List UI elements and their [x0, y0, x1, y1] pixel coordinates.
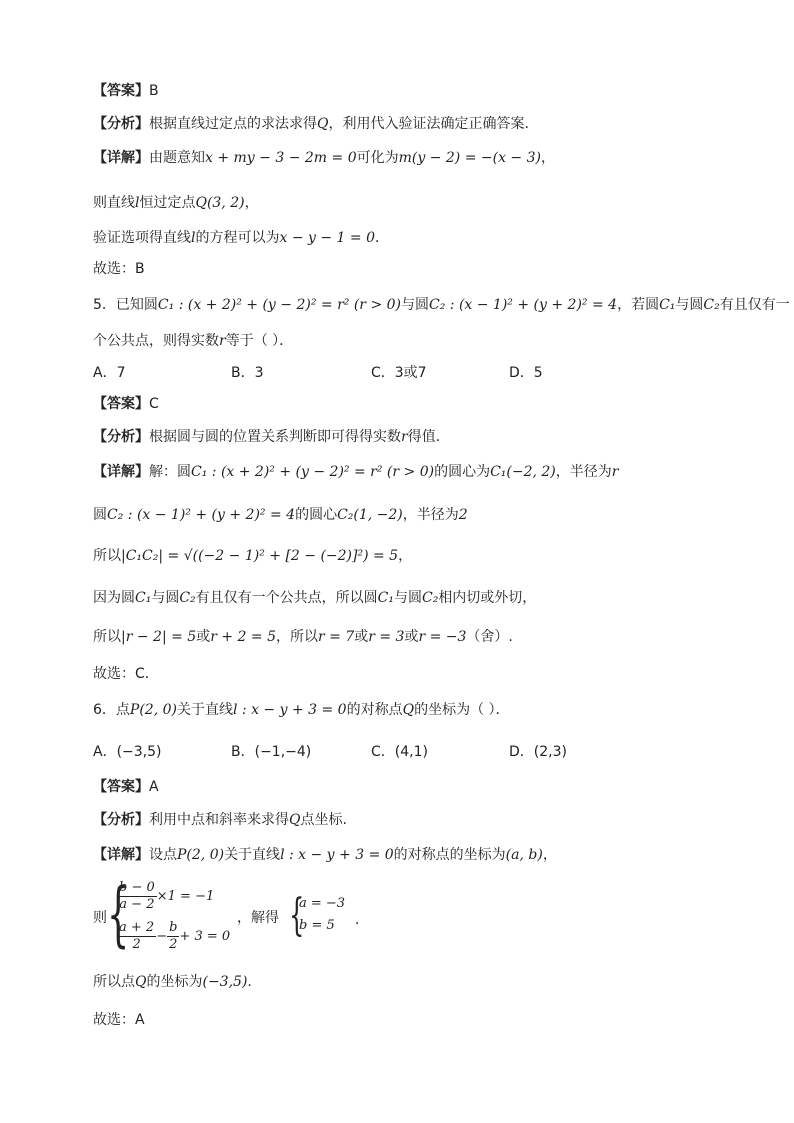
- denominator: a − 2: [119, 897, 155, 912]
- text: 的方程可以为: [195, 230, 280, 246]
- text: 解：圆: [149, 464, 191, 480]
- math: x − y − 1 = 0: [279, 230, 375, 246]
- text: 设点: [149, 847, 177, 863]
- text: 验证选项得直线: [93, 230, 191, 246]
- text: 恒过定点: [139, 195, 196, 211]
- answer-tag: 【答案】: [93, 396, 149, 412]
- q4-answer-line: [93, 81, 159, 101]
- q5-option-b: B．3: [231, 365, 264, 381]
- text: 或: [196, 629, 211, 645]
- text: 5．已知圆: [93, 297, 158, 313]
- math: Q: [317, 116, 329, 132]
- math: C₂: [703, 297, 720, 313]
- text: ，半径为: [555, 464, 612, 480]
- q5-detail-line4: [93, 588, 536, 608]
- text: 的坐标为: [146, 974, 203, 990]
- text: 所以点: [93, 974, 135, 990]
- math: C₂: [179, 590, 196, 606]
- answer-value: A: [149, 779, 159, 795]
- system-row-1: [117, 880, 214, 913]
- text: 关于直线: [224, 847, 281, 863]
- q5-option-d: D．5: [509, 365, 543, 381]
- then-label: 则: [93, 910, 107, 926]
- text: 所以: [93, 629, 121, 645]
- text: 或: [354, 629, 369, 645]
- math: r: [611, 464, 619, 480]
- text: ，: [244, 195, 259, 211]
- q5-detail-line2: [93, 505, 468, 525]
- text: 有且仅有一: [719, 297, 790, 313]
- math: l : x − y + 3 = 0: [280, 847, 394, 863]
- end-mark: ．: [355, 912, 369, 928]
- q6-conclusion: 故选：A: [93, 1012, 145, 1028]
- analysis-tag: 【分析】: [93, 429, 149, 445]
- math: + 3 = 0: [179, 929, 231, 944]
- q5-detail-line5: [93, 627, 513, 647]
- q6-option-d: D．(2,3): [509, 744, 567, 760]
- math: r = 3: [368, 629, 405, 645]
- text: ，: [542, 847, 557, 863]
- text: 与圆: [393, 590, 422, 606]
- q6-detail-line1: [93, 845, 557, 865]
- left-brace-icon: {: [107, 873, 130, 955]
- math: Q: [135, 974, 147, 990]
- q6-option-b: B．(−1,−4): [231, 744, 312, 760]
- q6-stem: [93, 700, 510, 720]
- detail-tag: 【详解】: [93, 150, 149, 166]
- math: C₁: [135, 590, 152, 606]
- numerator: a + 2: [119, 920, 155, 935]
- math: Q(3, 2): [195, 195, 245, 211]
- text: .: [247, 974, 252, 990]
- q4-detail-line: [93, 148, 555, 168]
- math: m(y − 2) = −(x − 3): [398, 150, 541, 166]
- q5-option-a: A．7: [93, 365, 126, 381]
- math: C₁ : (x + 2)² + (y − 2)² = r² (r > 0): [191, 464, 435, 480]
- text: 等于（ ）．: [225, 333, 294, 349]
- text: 与圆: [675, 297, 704, 313]
- answer-value: C: [149, 396, 159, 412]
- text: 与圆: [151, 590, 180, 606]
- text: 的对称点: [346, 702, 403, 718]
- q5-analysis-line: [93, 427, 440, 447]
- text: 的坐标为（ ）．: [414, 702, 510, 718]
- fraction: [167, 920, 179, 953]
- math: 2: [458, 507, 468, 523]
- q5-conclusion: 故选：C．: [93, 666, 159, 682]
- text: 得值.: [407, 429, 441, 445]
- math: C₁(−2, 2): [490, 464, 556, 480]
- math: C₁: [377, 590, 394, 606]
- detail-tag: 【详解】: [93, 847, 149, 863]
- text: ，所以: [275, 629, 318, 645]
- math: (−3,5): [202, 974, 248, 990]
- system-row-2: [117, 920, 230, 953]
- text: ，利用代入验证法确定正确答案.: [328, 116, 529, 132]
- numerator: b: [169, 920, 178, 935]
- q5-answer-line: [93, 394, 159, 414]
- math: r = 7: [317, 629, 355, 645]
- math: C₂(1, −2): [337, 507, 403, 523]
- math: r: [401, 429, 408, 445]
- math: C₂: [421, 590, 439, 606]
- text: 与圆: [401, 297, 429, 313]
- math: x + my − 3 − 2m = 0: [205, 150, 357, 166]
- solution-b: b = 5: [299, 918, 335, 933]
- detail-tag: 【详解】: [93, 464, 149, 480]
- math: |C₁C₂| = √((−2 − 1)² + [2 − (−2)]²) = 5: [121, 548, 399, 564]
- text: ，: [398, 548, 413, 564]
- q6-equation-system: [93, 873, 493, 958]
- q6-answer-line: [93, 777, 159, 797]
- text: 所以: [93, 548, 121, 564]
- math: C₁ : (x + 2)² + (y − 2)² = r² (r > 0): [157, 297, 401, 313]
- text: 根据圆与圆的位置关系判断即可得得实数: [149, 429, 401, 445]
- q5-detail-line3: [93, 546, 412, 566]
- numerator: b − 0: [119, 880, 155, 895]
- math: −: [156, 929, 168, 944]
- q4-analysis-line: [93, 114, 529, 134]
- denominator: 2: [169, 937, 178, 952]
- text: 6．点: [93, 702, 130, 718]
- math: C₂ : (x − 1)² + (y + 2)² = 4: [429, 297, 618, 313]
- text: ．: [375, 230, 389, 246]
- math: C₂ : (x − 1)² + (y + 2)² = 4: [107, 507, 296, 523]
- q4-line2: [93, 193, 259, 213]
- math: Q: [289, 812, 301, 828]
- answer-value: B: [149, 83, 159, 99]
- math: l : x − y + 3 = 0: [232, 702, 347, 718]
- q5-stem-line1: [93, 295, 790, 315]
- analysis-tag: 【分析】: [93, 116, 149, 132]
- math: P(2, 0): [129, 702, 177, 718]
- q6-option-c: C．(4,1): [371, 744, 428, 760]
- q4-conclusion: 故选：B: [93, 261, 145, 277]
- text: 关于直线: [176, 702, 233, 718]
- text: 利用中点和斜率来求得: [149, 812, 289, 828]
- q6-detail-line3: [93, 972, 252, 992]
- q6-option-a: A．(−3,5): [93, 744, 162, 760]
- math: |r − 2| = 5: [121, 629, 197, 645]
- q4-line3: [93, 228, 389, 248]
- text: 点坐标.: [300, 812, 347, 828]
- q5-option-c: C．3或7: [371, 365, 427, 381]
- text: ，若圆: [617, 297, 660, 313]
- q5-stem-line2: [93, 331, 293, 351]
- math: r + 2 = 5: [210, 629, 276, 645]
- text: 的对称点的坐标为: [393, 847, 506, 863]
- math: l: [191, 230, 196, 246]
- math: r: [219, 333, 226, 349]
- answer-tag: 【答案】: [93, 779, 149, 795]
- solution-a: a = −3: [299, 896, 346, 911]
- text: （舍）.: [466, 629, 513, 645]
- text: 根据直线过定点的求法求得: [149, 116, 317, 132]
- text: 的圆心为: [434, 464, 491, 480]
- text: 的圆心: [295, 507, 338, 523]
- solve-label: ，解得: [237, 910, 279, 926]
- text: ，半径为: [402, 507, 459, 523]
- q5-detail-line1: [93, 462, 618, 482]
- math: (a, b): [505, 847, 543, 863]
- math: C₁: [659, 297, 676, 313]
- text: 个公共点，则得实数: [93, 333, 219, 349]
- text: 则直线: [93, 195, 135, 211]
- text: 有且仅有一个公共点，所以圆: [195, 590, 378, 606]
- math: l: [135, 195, 140, 211]
- text: 可化为: [356, 150, 399, 166]
- text: 相内切或外切，: [438, 590, 537, 606]
- text: 由题意知: [149, 150, 205, 166]
- text: 或: [404, 629, 419, 645]
- fraction: [117, 920, 156, 953]
- math: P(2, 0): [177, 847, 225, 863]
- math: ×1 = −1: [156, 889, 215, 904]
- text: ，: [540, 150, 555, 166]
- denominator: 2: [132, 937, 141, 952]
- left-brace-icon: {: [289, 890, 305, 941]
- math: Q: [402, 702, 415, 718]
- math: r = −3: [418, 629, 467, 645]
- fraction: [117, 880, 157, 913]
- analysis-tag: 【分析】: [93, 812, 149, 828]
- text: 圆: [93, 507, 107, 523]
- text: 因为圆: [93, 590, 135, 606]
- q6-analysis-line: [93, 810, 347, 830]
- answer-tag: 【答案】: [93, 83, 149, 99]
